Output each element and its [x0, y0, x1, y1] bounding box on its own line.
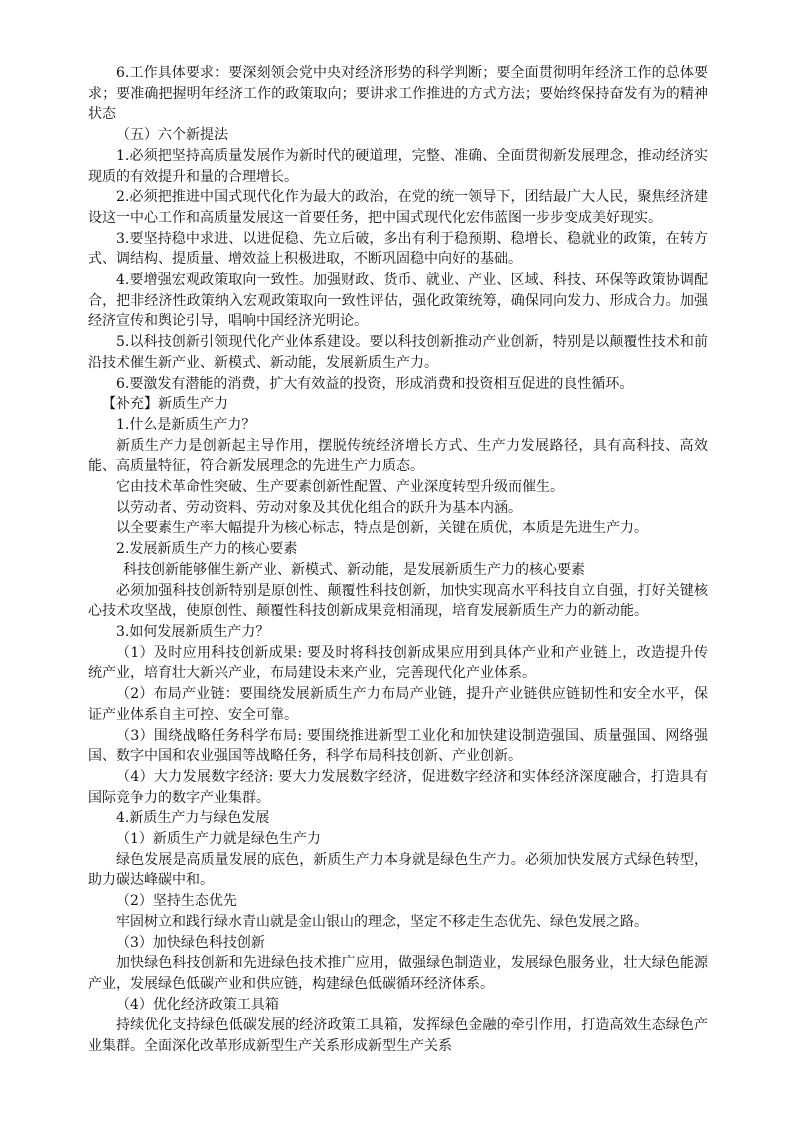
paragraph: （4）优化经济政策工具箱	[116, 996, 279, 1013]
paragraph: 1.什么是新质生产力？	[116, 416, 256, 433]
paragraph: 3.如何发展新质生产力？	[116, 623, 270, 640]
paragraph: 必须加强科技创新特别是原创性、颠覆性科技创新，加快实现高水平科技自立自强，打好关键核心技术攻坚战，使原创性、颠覆性科技创新成果竞相涌现，培育发展新质生产力的新动能。	[88, 582, 708, 620]
paragraph: （2）坚持生态优先	[116, 893, 237, 910]
paragraph: （4）大力发展数字经济: 要大力发展数字经济，促进数字经济和实体经济深度融合，打造具有国际竞争力的数字产业集群。	[88, 768, 708, 806]
paragraph: 以劳动者、劳动资料、劳动对象及其优化组合的跃升为基本内涵。	[116, 499, 522, 516]
paragraph: 5.以科技创新引领现代化产业体系建设。要以科技创新推动产业创新，特别是以颠覆性技术和前沿技术催生新产业、新模式、新动能，发展新质生产力。	[88, 334, 708, 371]
paragraph: 4.新质生产力与绿色发展	[116, 810, 270, 827]
paragraph: （五）六个新提法	[116, 127, 228, 144]
paragraph: 2.发展新质生产力的核心要素	[116, 541, 298, 558]
paragraph: 牢固树立和践行绿水青山就是金山银山的理念，坚定不移走生态优先、绿色发展之路。	[116, 913, 648, 930]
paragraph: （3）加快绿色科技创新	[116, 934, 265, 951]
paragraph: 新质生产力是创新起主导作用，摆脱传统经济增长方式、生产力发展路径，具有高科技、高效能、高质量特征，符合新发展理念的先进生产力质态。	[88, 437, 708, 475]
paragraph: 持续优化支持绿色低碳发展的经济政策工具箱，发挥绿色金融的牵引作用，打造高效生态绿色产业集群。全面深化改革形成新型生产关系形成新型生产关系	[88, 1017, 708, 1055]
paragraph: 加快绿色科技创新和先进绿色技术推广应用，做强绿色制造业，发展绿色服务业，壮大绿色能源产业，发展绿色低碳产业和供应链，构建绿色低碳循环经济体系。	[88, 955, 708, 992]
document-body	[88, 63, 708, 1057]
paragraph: （1）及时应用科技创新成果: 要及时将科技创新成果应用到具体产业和产业链上，改造提升传统产业，培育壮大新兴产业，布局建设未来产业，完善现代化产业体系。	[88, 644, 708, 682]
paragraph: （2）布局产业链：要围绕发展新质生产力布局产业链，提升产业链供应链韧性和安全水平，保证产业体系自主可控、安全可靠。	[88, 686, 708, 723]
paragraph: 2.必须把推进中国式现代化作为最大的政治，在党的统一领导下，团结最广大人民，聚焦经济建设这一中心工作和高质量发展这一首要任务，把中国式现代化宏伟蓝图一步步变成美好现实。	[88, 189, 708, 226]
paragraph: （3）围绕战略任务科学布局: 要围绕推进新型工业化和加快建设制造强国、质量强国、网络强国、数字中国和农业强国等战略任务，科学布局科技创新、产业创新。	[88, 727, 708, 765]
paragraph: 6.工作具体要求：要深刻领会党中央对经济形势的科学判断；要全面贯彻明年经济工作的总体要求；要准确把握明年经济工作的政策取向；要讲求工作推进的方式方法；要始终保持奋发有为的精神状态	[88, 65, 708, 123]
paragraph: 绿色发展是高质量发展的底色，新质生产力本身就是绿色生产力。必须加快发展方式绿色转型，助力碳达峰碳中和。	[88, 851, 708, 889]
paragraph: 以全要素生产率大幅提升为核心标志，特点是创新，关键在质优，本质是先进生产力。	[116, 520, 648, 537]
paragraph: 【补充】新质生产力	[102, 396, 228, 413]
paragraph: 3.要坚持稳中求进、以进促稳、先立后破，多出有利于稳预期、稳增长、稳就业的政策，在转方式、调结构、提质量、增效益上积极进取，不断巩固稳中向好的基础。	[88, 230, 708, 268]
paragraph: 它由技术革命性突破、生产要素创新性配置、产业深度转型升级而催生。	[116, 479, 564, 496]
paragraph: 6.要激发有潜能的消费，扩大有效益的投资，形成消费和投资相互促进的良性循环。	[116, 375, 634, 392]
paragraph: 4.要增强宏观政策取向一致性。加强财政、货币、就业、产业、区域、科技、环保等政策协调配合，把非经济性政策纳入宏观政策取向一致性评估，强化政策统筹，确保同向发力、形成合力。加强经济宣传和舆论引导，唱响中国经济光明论。	[88, 272, 708, 330]
paragraph: （1）新质生产力就是绿色生产力	[116, 831, 321, 848]
paragraph: 1.必须把坚持高质量发展作为新时代的硬道理，完整、准确、全面贯彻新发展理念，推动经济实现质的有效提升和量的合理增长。	[88, 147, 708, 185]
paragraph: 科技创新能够催生新产业、新模式、新动能，是发展新质生产力的核心要素	[123, 561, 585, 578]
